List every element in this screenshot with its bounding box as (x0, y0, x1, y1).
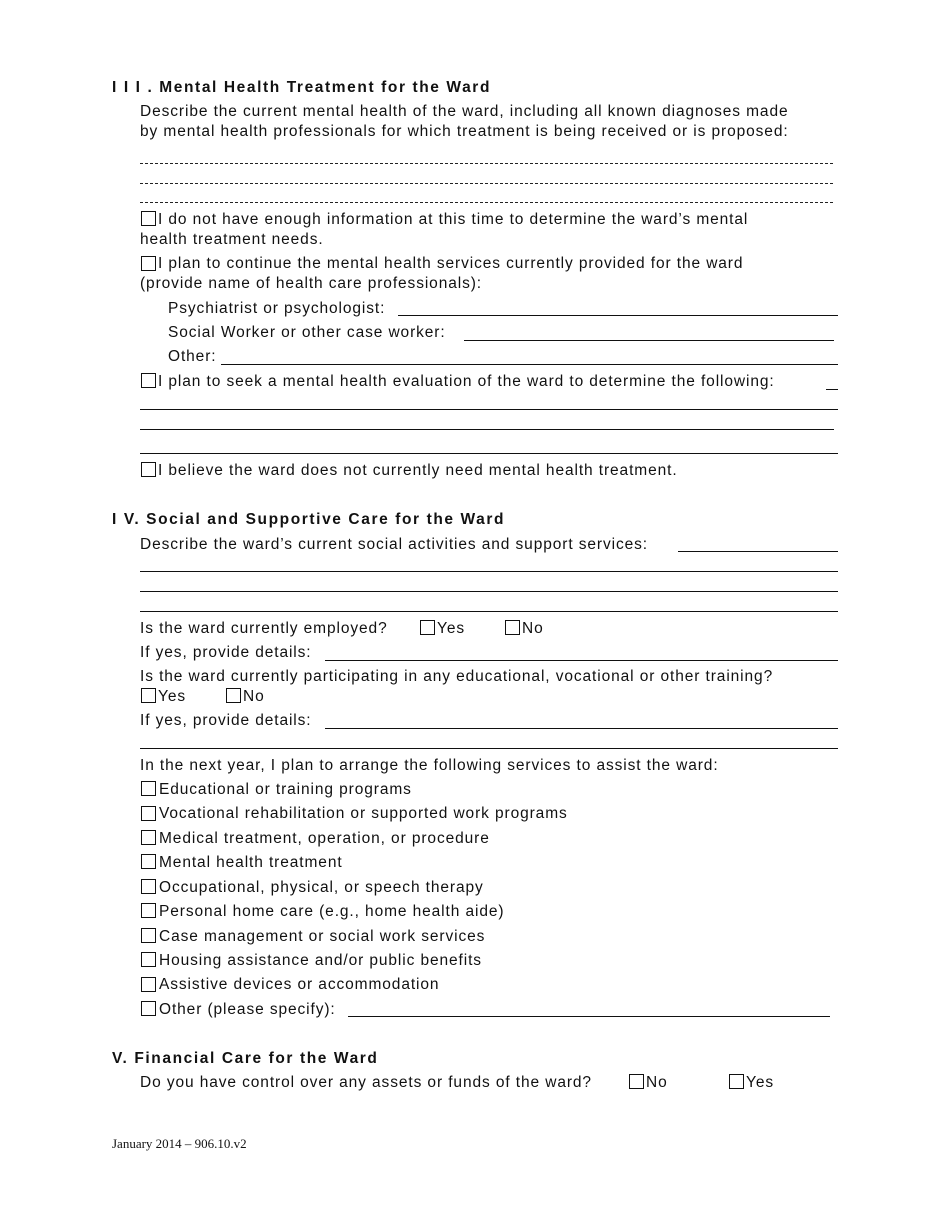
service-checkbox-mental-health[interactable] (141, 854, 156, 869)
training-yes-label: Yes (158, 688, 186, 705)
training-no-label: No (243, 688, 265, 705)
social-worker-input-line[interactable] (464, 340, 834, 341)
evaluation-input-line-start[interactable] (826, 389, 838, 390)
service-label-mental-health: Mental health treatment (159, 854, 343, 871)
service-label-therapy: Occupational, physical, or speech therapy (159, 879, 484, 896)
training-details-label: If yes, provide details: (140, 712, 312, 729)
training-details-input-line-2[interactable] (140, 748, 838, 749)
social-activities-input-line-3[interactable] (140, 611, 838, 612)
employed-yes-label: Yes (437, 620, 465, 637)
service-label-medical: Medical treatment, operation, or procedure (159, 830, 490, 847)
mental-health-description-line-1[interactable] (140, 163, 833, 164)
section-3-heading: I I I . Mental Health Treatment for the Ward (112, 79, 492, 96)
control-no-label: No (646, 1074, 668, 1091)
section-3-describe-line1: Describe the current mental health of the ward, including all known diagnoses made (140, 103, 789, 120)
evaluation-input-line-3[interactable] (140, 453, 838, 454)
social-activities-input-line-start[interactable] (678, 551, 838, 552)
service-checkbox-housing[interactable] (141, 952, 156, 967)
service-label-case-management: Case management or social work services (159, 928, 486, 945)
service-checkbox-other[interactable] (141, 1001, 156, 1016)
service-label-other: Other (please specify): (159, 1001, 336, 1018)
control-assets-question: Do you have control over any assets or funds of the ward? (140, 1074, 592, 1091)
social-worker-label: Social Worker or other case worker: (168, 324, 446, 341)
other-professional-input-line[interactable] (221, 364, 838, 365)
social-activities-input-line-1[interactable] (140, 571, 838, 572)
no-info-label-line1: I do not have enough information at this time to determine the ward’s mental (158, 211, 749, 228)
service-checkbox-vocational[interactable] (141, 806, 156, 821)
service-checkbox-medical[interactable] (141, 830, 156, 845)
service-checkbox-case-management[interactable] (141, 928, 156, 943)
evaluation-input-line-2[interactable] (140, 429, 834, 430)
service-checkbox-therapy[interactable] (141, 879, 156, 894)
social-activities-input-line-2[interactable] (140, 591, 838, 592)
service-checkbox-assistive[interactable] (141, 977, 156, 992)
training-yes-checkbox[interactable] (141, 688, 156, 703)
continue-services-label-line1: I plan to continue the mental health services currently provided for the ward (158, 255, 744, 272)
training-question: Is the ward currently participating in any educational, vocational or other training? (140, 668, 774, 685)
control-yes-checkbox[interactable] (729, 1074, 744, 1089)
psychiatrist-label: Psychiatrist or psychologist: (168, 300, 386, 317)
no-need-checkbox[interactable] (141, 462, 156, 477)
service-label-vocational: Vocational rehabilitation or supported work programs (159, 805, 568, 822)
social-activities-label: Describe the ward’s current social activities and support services: (140, 536, 648, 553)
employed-question: Is the ward currently employed? (140, 620, 388, 637)
control-no-checkbox[interactable] (629, 1074, 644, 1089)
continue-services-checkbox[interactable] (141, 256, 156, 271)
service-label-housing: Housing assistance and/or public benefits (159, 952, 482, 969)
section-3-describe-line2: by mental health professionals for which treatment is being received or is proposed: (140, 123, 789, 140)
control-yes-label: Yes (746, 1074, 774, 1091)
employment-details-label: If yes, provide details: (140, 644, 312, 661)
section-5-heading: V. Financial Care for the Ward (112, 1050, 379, 1067)
no-info-label-line2: health treatment needs. (140, 231, 324, 248)
form-footer-id: January 2014 – 906.10.v2 (112, 1136, 247, 1151)
service-label-home-care: Personal home care (e.g., home health aide) (159, 903, 505, 920)
evaluation-input-line-1[interactable] (140, 409, 838, 410)
employment-details-input-line[interactable] (325, 660, 838, 661)
evaluation-checkbox[interactable] (141, 373, 156, 388)
employed-no-checkbox[interactable] (505, 620, 520, 635)
mental-health-description-line-3[interactable] (140, 202, 833, 203)
employed-yes-checkbox[interactable] (420, 620, 435, 635)
psychiatrist-input-line[interactable] (398, 315, 838, 316)
service-checkbox-educational[interactable] (141, 781, 156, 796)
services-intro: In the next year, I plan to arrange the following services to assist the ward: (140, 757, 719, 774)
employed-no-label: No (522, 620, 544, 637)
training-details-input-line[interactable] (325, 728, 838, 729)
service-label-educational: Educational or training programs (159, 781, 412, 798)
evaluation-label: I plan to seek a mental health evaluation of the ward to determine the following: (158, 373, 775, 390)
no-need-label: I believe the ward does not currently need mental health treatment. (158, 462, 678, 479)
training-no-checkbox[interactable] (226, 688, 241, 703)
mental-health-description-line-2[interactable] (140, 183, 833, 184)
service-checkbox-home-care[interactable] (141, 903, 156, 918)
other-professional-label: Other: (168, 348, 217, 365)
section-4-heading: I V. Social and Supportive Care for the Ward (112, 511, 506, 528)
service-other-input-line[interactable] (348, 1016, 830, 1017)
no-info-checkbox[interactable] (141, 211, 156, 226)
continue-services-label-line2: (provide name of health care professionals): (140, 275, 483, 292)
service-label-assistive: Assistive devices or accommodation (159, 976, 440, 993)
